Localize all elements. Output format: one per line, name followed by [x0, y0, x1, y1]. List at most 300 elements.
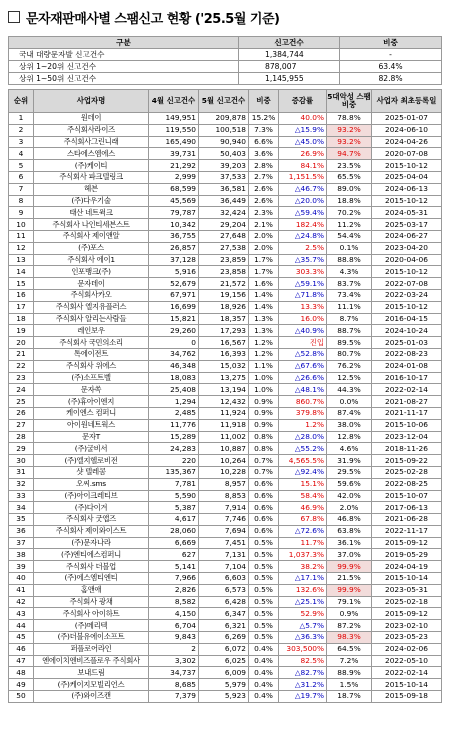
share-cell: 0.5% — [249, 584, 279, 596]
change-value: 28.0% — [300, 431, 324, 441]
share-cell: 0.6% — [249, 514, 279, 526]
rank-cell: 28 — [9, 431, 34, 443]
change-cell — [279, 384, 327, 396]
malicious-share-cell: 11.2% — [327, 219, 372, 231]
share-cell: 2.8% — [249, 160, 279, 172]
company-cell: 주식회사 에이1 — [34, 254, 149, 266]
april-count-cell: 627 — [149, 549, 199, 561]
malicious-share-cell: 98.3% — [327, 632, 372, 644]
share-cell: 1.1% — [249, 360, 279, 372]
company-cell: (주)소프트벨 — [34, 372, 149, 384]
change-cell — [279, 372, 327, 384]
rank-cell: 25 — [9, 396, 34, 408]
april-count-cell: 28,060 — [149, 525, 199, 537]
change-cell — [279, 171, 327, 183]
change-cell — [279, 348, 327, 360]
change-cell — [279, 655, 327, 667]
share-cell: 0.8% — [249, 431, 279, 443]
share-cell: 0.5% — [249, 573, 279, 585]
share-cell: 0.6% — [249, 525, 279, 537]
company-cell: 톡에이전트 — [34, 348, 149, 360]
may-count-cell: 36,449 — [199, 195, 249, 207]
company-cell: 보내드림 — [34, 667, 149, 679]
malicious-share-cell: 73.4% — [327, 289, 372, 301]
change-cell — [279, 360, 327, 372]
malicious-share-cell: 64.5% — [327, 643, 372, 655]
malicious-share-cell: 59.6% — [327, 478, 372, 490]
company-cell: (주)굴비서 — [34, 443, 149, 455]
company-cell: 주식회사 알리는사람들 — [34, 313, 149, 325]
registered-date-cell: 2017-06-13 — [372, 502, 442, 514]
header-registered: 사업자 최초등록일 — [372, 90, 442, 113]
change-cell — [279, 124, 327, 136]
triangle-down-icon: △ — [294, 361, 301, 371]
table-row — [9, 301, 442, 313]
triangle-down-icon: △ — [294, 691, 301, 701]
change-cell — [279, 242, 327, 254]
april-count-cell: 45,569 — [149, 195, 199, 207]
may-count-cell: 13,275 — [199, 372, 249, 384]
table-row — [9, 407, 442, 419]
may-count-cell: 209,878 — [199, 113, 249, 125]
april-count-cell: 11,776 — [149, 419, 199, 431]
malicious-share-cell: 29.5% — [327, 466, 372, 478]
company-cell: 주식회사 위에스 — [34, 360, 149, 372]
company-cell: (주)다이겨 — [34, 502, 149, 514]
change-cell — [279, 679, 327, 691]
registered-date-cell: 2018-11-26 — [372, 443, 442, 455]
may-count-cell: 6,269 — [199, 632, 249, 644]
malicious-share-cell: 88.9% — [327, 667, 372, 679]
change-cell — [279, 325, 327, 337]
april-count-cell: 34,762 — [149, 348, 199, 360]
share-cell: 0.7% — [249, 466, 279, 478]
ranking-table — [8, 89, 442, 703]
table-row — [9, 313, 442, 325]
malicious-share-cell: 11.1% — [327, 301, 372, 313]
may-count-cell: 6,009 — [199, 667, 249, 679]
share-cell: 0.5% — [249, 608, 279, 620]
change-cell — [279, 490, 327, 502]
registered-date-cell: 2024-02-06 — [372, 643, 442, 655]
may-count-cell: 32,424 — [199, 207, 249, 219]
registered-date-cell: 2025-01-07 — [372, 113, 442, 125]
may-count-cell: 13,194 — [199, 384, 249, 396]
table-row — [9, 584, 442, 596]
table-row — [9, 266, 442, 278]
company-cell: 주식회사그린니래 — [34, 136, 149, 148]
change-cell — [279, 230, 327, 242]
registered-date-cell: 2022-08-25 — [372, 478, 442, 490]
registered-date-cell: 2025-02-18 — [372, 596, 442, 608]
rank-cell: 32 — [9, 478, 34, 490]
table-row — [9, 207, 442, 219]
registered-date-cell: 2015-10-12 — [372, 266, 442, 278]
april-count-cell: 0 — [149, 337, 199, 349]
table-row — [9, 514, 442, 526]
may-count-cell: 18,357 — [199, 313, 249, 325]
company-cell: 주식회사 더블업 — [34, 561, 149, 573]
change-value: 1,037.3% — [288, 549, 324, 559]
table-row — [9, 171, 442, 183]
registered-date-cell: 2023-05-23 — [372, 632, 442, 644]
share-cell: 0.4% — [249, 691, 279, 703]
change-value: 82.7% — [300, 667, 324, 677]
change-value: 13.3% — [300, 302, 324, 312]
malicious-share-cell: 87.4% — [327, 407, 372, 419]
summary-share: 82.8% — [340, 73, 442, 85]
triangle-down-icon: △ — [294, 207, 301, 217]
table-row — [9, 242, 442, 254]
triangle-down-icon: △ — [294, 184, 301, 194]
may-count-cell: 23,859 — [199, 254, 249, 266]
malicious-share-cell: 18.7% — [327, 691, 372, 703]
table-row — [9, 679, 442, 691]
registered-date-cell: 2024-04-26 — [372, 136, 442, 148]
rank-cell: 50 — [9, 691, 34, 703]
share-cell: 0.5% — [249, 549, 279, 561]
summary-count: 1,145,955 — [239, 73, 340, 85]
company-cell: 주식회사 나인티세븐스트 — [34, 219, 149, 231]
share-cell: 15.2% — [249, 113, 279, 125]
registered-date-cell: 2015-10-14 — [372, 573, 442, 585]
april-count-cell: 25,408 — [149, 384, 199, 396]
summary-count: 878,007 — [239, 61, 340, 73]
table-row — [9, 360, 442, 372]
may-count-cell: 15,032 — [199, 360, 249, 372]
may-count-cell: 10,887 — [199, 443, 249, 455]
table-row — [9, 384, 442, 396]
change-value: 82.5% — [300, 656, 324, 666]
table-row — [9, 620, 442, 632]
may-count-cell: 6,573 — [199, 584, 249, 596]
table-row — [9, 372, 442, 384]
malicious-share-cell: 4.6% — [327, 443, 372, 455]
share-cell: 0.6% — [249, 478, 279, 490]
malicious-share-cell: 88.7% — [327, 325, 372, 337]
malicious-share-cell: 99.9% — [327, 561, 372, 573]
change-cell — [279, 561, 327, 573]
change-cell — [279, 573, 327, 585]
malicious-share-cell: 65.5% — [327, 171, 372, 183]
table-row — [9, 431, 442, 443]
may-count-cell: 18,926 — [199, 301, 249, 313]
table-row — [9, 573, 442, 585]
change-cell — [279, 195, 327, 207]
summary-row — [9, 49, 442, 61]
malicious-share-cell: 8.7% — [327, 313, 372, 325]
triangle-down-icon: △ — [294, 290, 301, 300]
rank-cell: 17 — [9, 301, 34, 313]
rank-cell: 10 — [9, 219, 34, 231]
table-row — [9, 113, 442, 125]
change-cell — [279, 632, 327, 644]
change-cell — [279, 514, 327, 526]
company-cell: 인포뱅크(주) — [34, 266, 149, 278]
company-cell: (주)아이크레티브 — [34, 490, 149, 502]
change-cell — [279, 466, 327, 478]
may-count-cell: 10,264 — [199, 455, 249, 467]
registered-date-cell: 2025-02-28 — [372, 466, 442, 478]
rank-cell: 18 — [9, 313, 34, 325]
april-count-cell: 119,550 — [149, 124, 199, 136]
malicious-share-cell: 31.9% — [327, 455, 372, 467]
malicious-share-cell: 99.9% — [327, 584, 372, 596]
table-row — [9, 455, 442, 467]
change-cell — [279, 289, 327, 301]
registered-date-cell: 2015-10-12 — [372, 301, 442, 313]
change-cell — [279, 502, 327, 514]
share-cell: 0.4% — [249, 655, 279, 667]
change-value: 15.9% — [300, 125, 324, 135]
malicious-share-cell: 94.7% — [327, 148, 372, 160]
table-row — [9, 466, 442, 478]
registered-date-cell: 2019-05-29 — [372, 549, 442, 561]
april-count-cell: 2,826 — [149, 584, 199, 596]
change-cell — [279, 160, 327, 172]
table-row — [9, 667, 442, 679]
share-cell: 1.2% — [249, 337, 279, 349]
rank-cell: 19 — [9, 325, 34, 337]
triangle-down-icon: △ — [294, 254, 301, 264]
share-cell: 0.4% — [249, 643, 279, 655]
table-row — [9, 691, 442, 703]
company-cell: 케이엔스 컴퍼니 — [34, 407, 149, 419]
table-row — [9, 537, 442, 549]
april-count-cell: 5,916 — [149, 266, 199, 278]
registered-date-cell: 2022-07-08 — [372, 278, 442, 290]
may-count-cell: 10,228 — [199, 466, 249, 478]
change-value: 35.7% — [300, 254, 324, 264]
triangle-down-icon: △ — [294, 372, 301, 382]
change-cell — [279, 183, 327, 195]
share-cell: 0.5% — [249, 620, 279, 632]
may-count-cell: 100,518 — [199, 124, 249, 136]
registered-date-cell: 2015-10-06 — [372, 419, 442, 431]
summary-header-count: 신고건수 — [239, 37, 340, 49]
may-count-cell: 6,025 — [199, 655, 249, 667]
change-value: 59.4% — [300, 207, 324, 217]
rank-cell: 30 — [9, 455, 34, 467]
summary-share: - — [340, 49, 442, 61]
table-row — [9, 148, 442, 160]
april-count-cell: 37,128 — [149, 254, 199, 266]
registered-date-cell: 2015-09-22 — [372, 455, 442, 467]
table-row — [9, 643, 442, 655]
rank-cell: 33 — [9, 490, 34, 502]
share-cell: 0.4% — [249, 679, 279, 691]
company-cell: 문자T — [34, 431, 149, 443]
change-value: 38.2% — [300, 561, 324, 571]
malicious-share-cell: 4.3% — [327, 266, 372, 278]
triangle-down-icon: △ — [294, 278, 301, 288]
rank-cell: 4 — [9, 148, 34, 160]
change-value: 16.0% — [300, 313, 324, 323]
share-cell: 0.9% — [249, 407, 279, 419]
rank-cell: 40 — [9, 573, 34, 585]
april-count-cell: 2,485 — [149, 407, 199, 419]
change-value: 26.9% — [300, 148, 324, 158]
registered-date-cell: 2020-07-08 — [372, 148, 442, 160]
change-cell — [279, 455, 327, 467]
rank-cell: 35 — [9, 514, 34, 526]
registered-date-cell: 2025-04-04 — [372, 171, 442, 183]
may-count-cell: 21,572 — [199, 278, 249, 290]
april-count-cell: 18,083 — [149, 372, 199, 384]
may-count-cell: 16,567 — [199, 337, 249, 349]
may-count-cell: 36,581 — [199, 183, 249, 195]
company-cell: (주)휴아이엔지 — [34, 396, 149, 408]
change-cell — [279, 313, 327, 325]
change-value: 860.7% — [295, 396, 324, 406]
header-rank: 순위 — [9, 90, 34, 113]
table-row — [9, 596, 442, 608]
change-value: 진입 — [309, 337, 324, 347]
table-row — [9, 348, 442, 360]
malicious-share-cell: 36.1% — [327, 537, 372, 549]
registered-date-cell: 2021-06-28 — [372, 514, 442, 526]
april-count-cell: 5,590 — [149, 490, 199, 502]
company-cell: 샷 텔레콤 — [34, 466, 149, 478]
rank-cell: 44 — [9, 620, 34, 632]
rank-cell: 43 — [9, 608, 34, 620]
share-cell: 0.9% — [249, 396, 279, 408]
company-cell: 오씨.sms — [34, 478, 149, 490]
change-value: 15.1% — [300, 479, 324, 489]
share-cell: 0.6% — [249, 502, 279, 514]
april-count-cell: 7,379 — [149, 691, 199, 703]
malicious-share-cell: 76.2% — [327, 360, 372, 372]
table-row — [9, 632, 442, 644]
change-cell — [279, 136, 327, 148]
april-count-cell: 3,302 — [149, 655, 199, 667]
registered-date-cell: 2015-10-07 — [372, 490, 442, 502]
registered-date-cell: 2024-10-24 — [372, 325, 442, 337]
april-count-cell: 52,679 — [149, 278, 199, 290]
table-row — [9, 561, 442, 573]
change-cell — [279, 148, 327, 160]
malicious-share-cell: 78.8% — [327, 113, 372, 125]
table-row — [9, 195, 442, 207]
change-value: 17.1% — [300, 573, 324, 583]
summary-header-share: 비중 — [340, 37, 442, 49]
rank-cell: 34 — [9, 502, 34, 514]
change-value: 303,500% — [286, 644, 324, 654]
summary-count: 1,384,744 — [239, 49, 340, 61]
rank-cell: 8 — [9, 195, 34, 207]
change-cell — [279, 278, 327, 290]
change-cell — [279, 254, 327, 266]
malicious-share-cell: 87.2% — [327, 620, 372, 632]
malicious-share-cell: 1.5% — [327, 679, 372, 691]
company-cell: 주식회사 국민의소리 — [34, 337, 149, 349]
table-row — [9, 278, 442, 290]
share-cell: 0.4% — [249, 667, 279, 679]
change-value: 46.7% — [300, 184, 324, 194]
april-count-cell: 220 — [149, 455, 199, 467]
april-count-cell: 10,342 — [149, 219, 199, 231]
table-row — [9, 608, 442, 620]
table-row — [9, 136, 442, 148]
rank-cell: 31 — [9, 466, 34, 478]
april-count-cell: 4,617 — [149, 514, 199, 526]
malicious-share-cell: 21.5% — [327, 573, 372, 585]
summary-label: 국내 대량문자발 신고건수 — [9, 49, 239, 61]
rank-cell: 41 — [9, 584, 34, 596]
triangle-down-icon: △ — [294, 325, 301, 335]
may-count-cell: 11,002 — [199, 431, 249, 443]
malicious-share-cell: 0.0% — [327, 396, 372, 408]
company-cell: 주식회사 제이앤알 — [34, 230, 149, 242]
rank-cell: 23 — [9, 372, 34, 384]
change-value: 72.6% — [300, 526, 324, 536]
registered-date-cell: 2016-10-17 — [372, 372, 442, 384]
change-cell — [279, 219, 327, 231]
april-count-cell: 4,150 — [149, 608, 199, 620]
may-count-cell: 7,131 — [199, 549, 249, 561]
share-cell: 2.0% — [249, 230, 279, 242]
april-count-cell: 5,387 — [149, 502, 199, 514]
company-cell: 아이원네트웍스 — [34, 419, 149, 431]
registered-date-cell: 2015-10-12 — [372, 160, 442, 172]
change-value: 26.6% — [300, 372, 324, 382]
triangle-down-icon: △ — [294, 467, 301, 477]
company-cell: (주)엔티에스컴퍼니 — [34, 549, 149, 561]
share-cell: 0.5% — [249, 596, 279, 608]
company-cell: 주식회사라이즈 — [34, 124, 149, 136]
registered-date-cell: 2023-12-04 — [372, 431, 442, 443]
april-count-cell: 5,141 — [149, 561, 199, 573]
rank-cell: 11 — [9, 230, 34, 242]
april-count-cell: 36,755 — [149, 230, 199, 242]
registered-date-cell: 2015-10-12 — [372, 195, 442, 207]
share-cell: 0.7% — [249, 455, 279, 467]
triangle-down-icon: △ — [294, 526, 301, 536]
change-value: 45.0% — [300, 136, 324, 146]
april-count-cell: 149,951 — [149, 113, 199, 125]
rank-cell: 2 — [9, 124, 34, 136]
share-cell: 7.3% — [249, 124, 279, 136]
share-cell: 3.6% — [249, 148, 279, 160]
malicious-share-cell: 79.1% — [327, 596, 372, 608]
summary-table — [8, 36, 442, 85]
change-value: 2.5% — [305, 243, 324, 253]
share-cell: 1.2% — [249, 348, 279, 360]
triangle-down-icon: △ — [294, 679, 301, 689]
triangle-down-icon: △ — [294, 125, 301, 135]
change-cell — [279, 337, 327, 349]
rank-cell: 6 — [9, 171, 34, 183]
share-cell: 2.3% — [249, 207, 279, 219]
april-count-cell: 1,294 — [149, 396, 199, 408]
april-count-cell: 79,787 — [149, 207, 199, 219]
change-value: 4,565.5% — [288, 455, 324, 465]
change-value: 55.2% — [300, 443, 324, 453]
table-row — [9, 419, 442, 431]
may-count-cell: 7,746 — [199, 514, 249, 526]
april-count-cell: 34,737 — [149, 667, 199, 679]
registered-date-cell: 2023-02-10 — [372, 620, 442, 632]
checkbox-square-icon — [8, 11, 20, 23]
registered-date-cell: 2021-11-17 — [372, 407, 442, 419]
malicious-share-cell: 12.8% — [327, 431, 372, 443]
may-count-cell: 5,923 — [199, 691, 249, 703]
share-cell: 0.5% — [249, 632, 279, 644]
company-cell: (주)포스 — [34, 242, 149, 254]
company-cell: 엔에이치엔비즈플로우 주식회사 — [34, 655, 149, 667]
registered-date-cell: 2022-08-23 — [372, 348, 442, 360]
table-row — [9, 183, 442, 195]
